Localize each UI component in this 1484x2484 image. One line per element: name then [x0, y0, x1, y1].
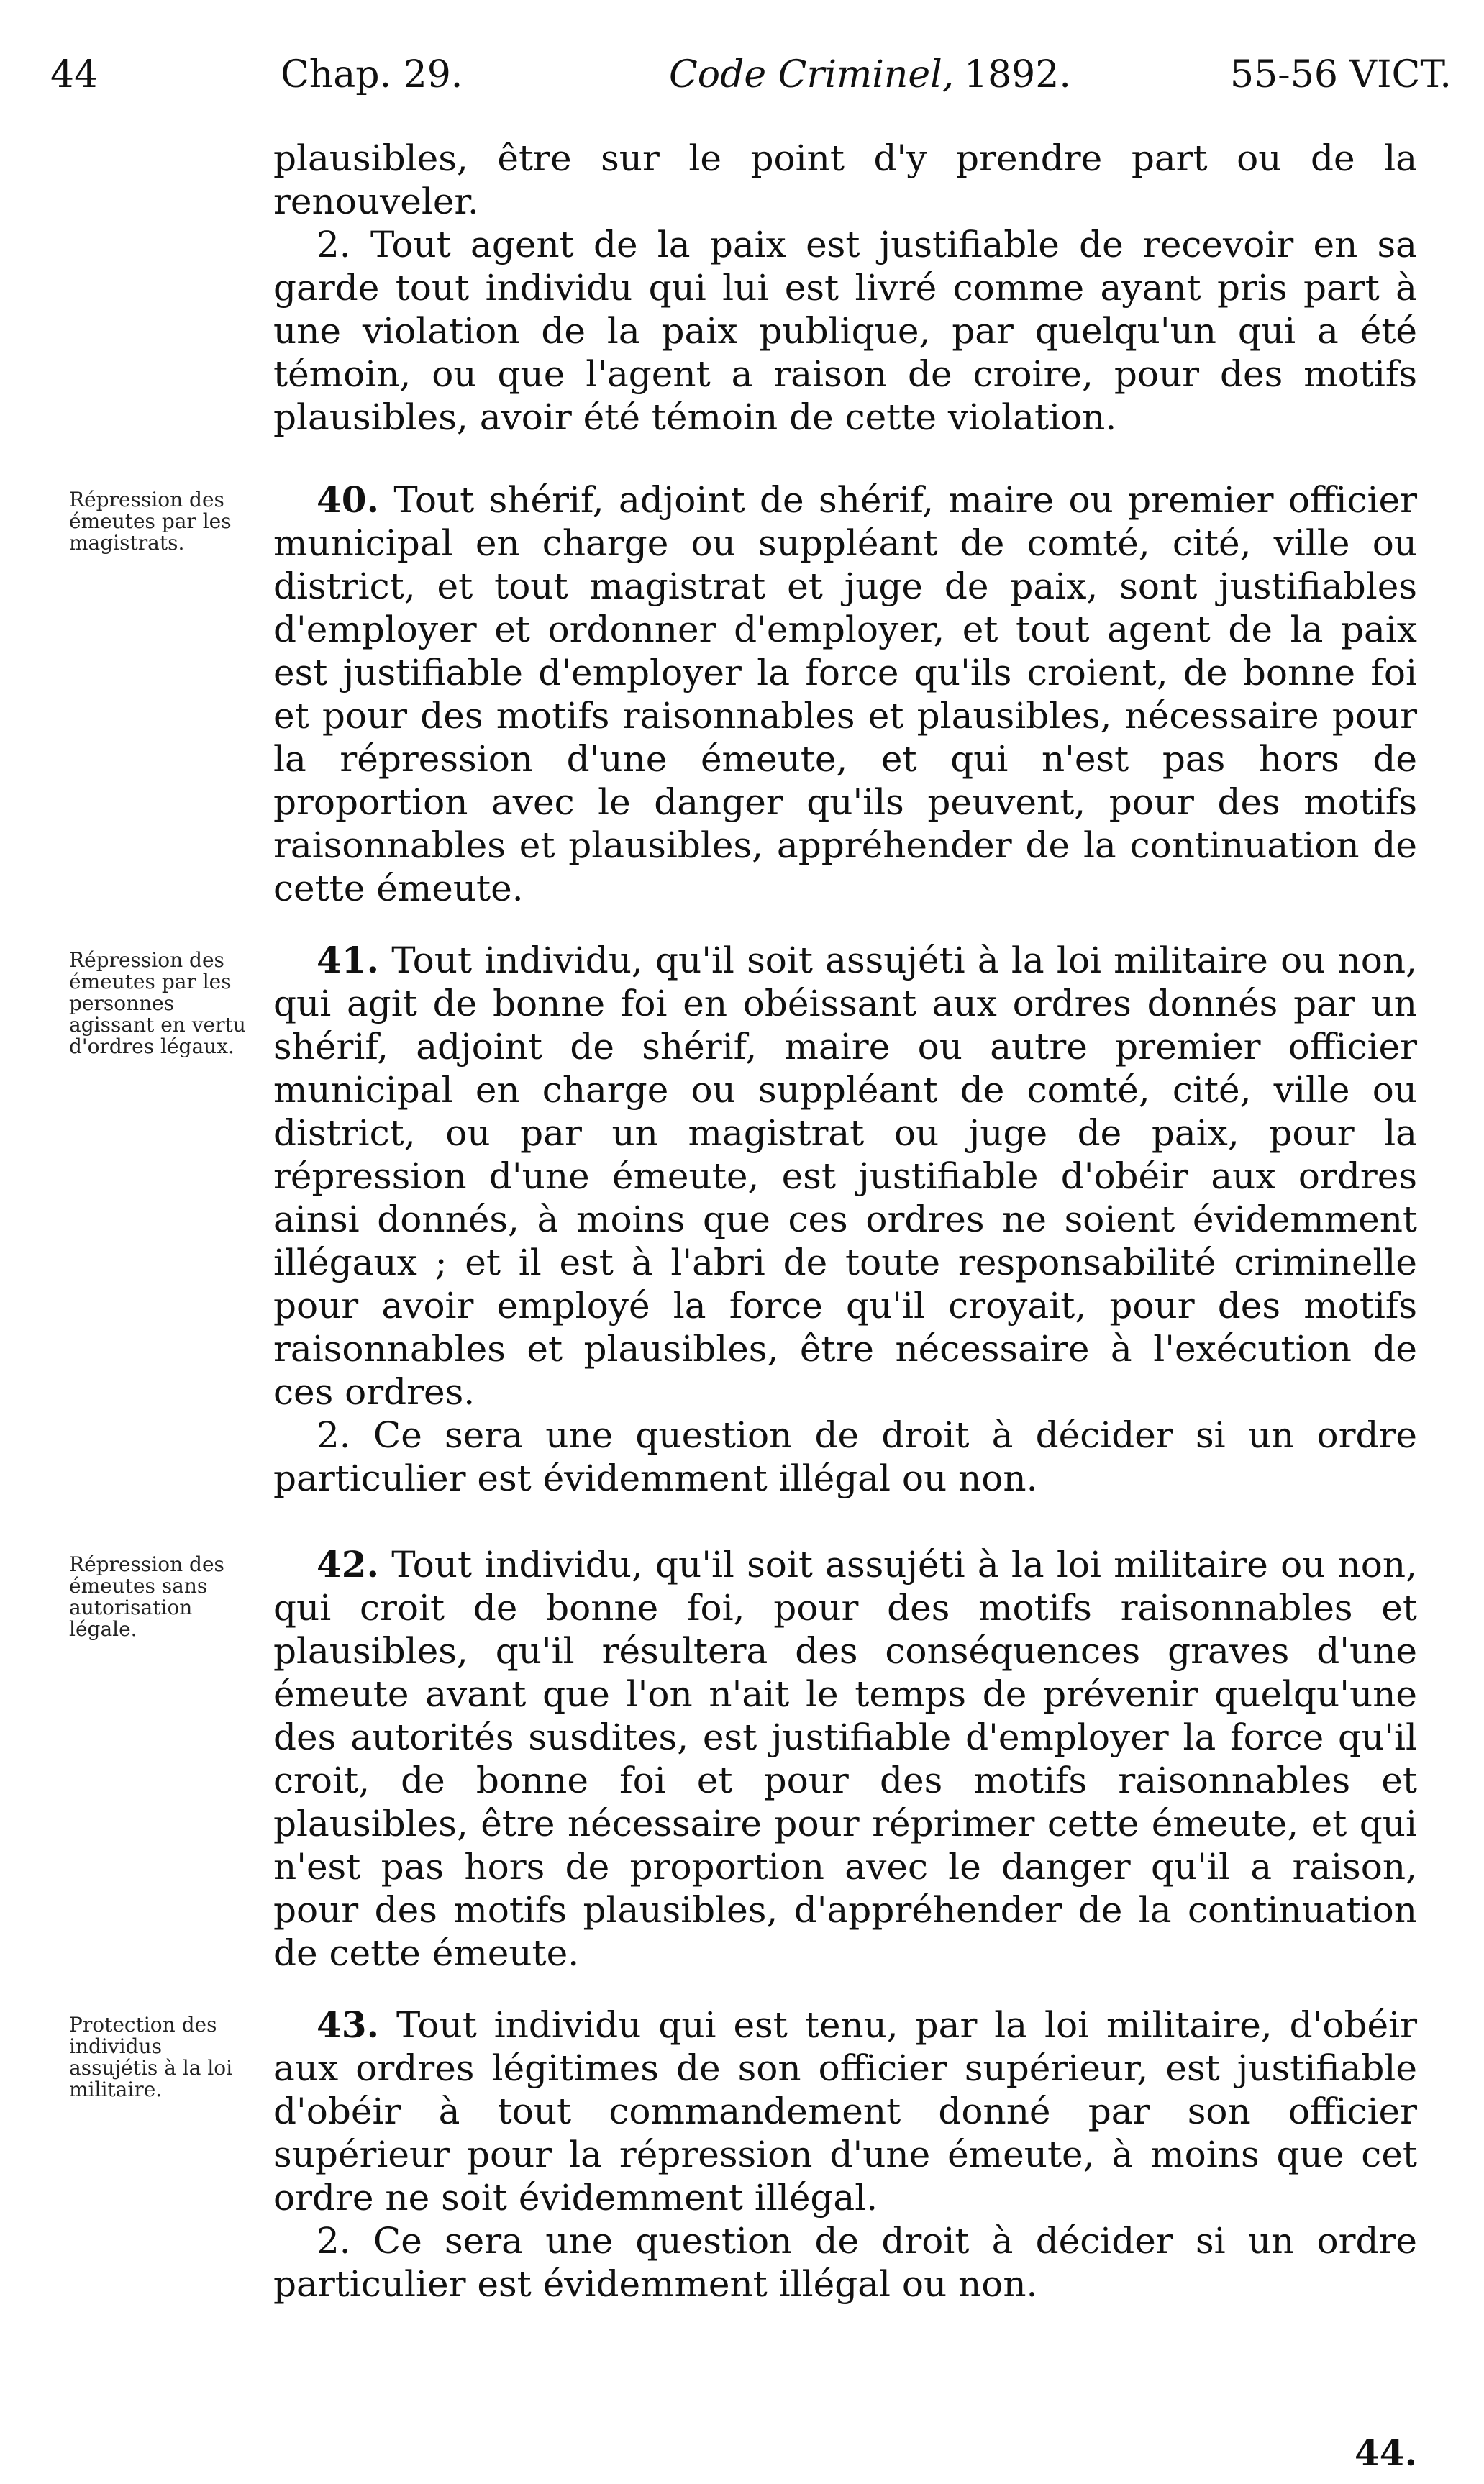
catchword: 44. — [1355, 2431, 1417, 2474]
section-43 — [273, 2003, 1417, 2306]
chapter-label: Chap. 29. — [281, 53, 463, 96]
section-number: 40. — [317, 478, 379, 521]
section-42 — [273, 1543, 1417, 1975]
subsection-paragraph: 2. Tout agent de la paix est justifiable de recevoir en sa garde tout individu qui lui est livré comme ayant pris part à une violation de la paix publique, par quelqu'un qui a été témoin, ou que l'agent a raison de croire, pour des motifs plausibles, avoir été témoin de cette violation. — [273, 224, 1417, 438]
section-text: Tout individu, qu'il soit assujéti à la loi militaire ou non, qui croit de bonne foi, pour des motifs raisonnables et plausibles, qu'il résultera des conséquences graves d'une émeute avant que l'on n'ait le temps de prévenir quelqu'une des autorités susdites, est justifiable d'employer la force qu'il croit, de bonne foi et pour des motifs raisonnables et plausibles, être nécessaire pour réprimer cette émeute, et qui n'est pas hors de proportion avec le danger qu'il a raison, pour des motifs plausibles, d'appréhender de la continuation de cette émeute. — [273, 1544, 1417, 1974]
margin-note-41: Répression des émeutes par les personnes agissant en vertu d'ordres légaux. — [69, 948, 246, 1058]
section-40 — [273, 478, 1417, 910]
regnal-year: 55-56 VICT. — [1230, 53, 1452, 96]
margin-note-43: Protection des individus assujétis à la loi militaire. — [69, 2013, 233, 2101]
section-number: 43. — [317, 2003, 379, 2046]
margin-note-40: Répression des émeutes par les magistrats. — [69, 488, 232, 555]
section-text: Tout individu qui est tenu, par la loi militaire, d'obéir aux ordres légitimes de son officier supérieur, est justifiable d'obéir à tout commandement donné par son officier supérieur pour la répression d'une émeute, à moins que cet ordre ne soit évidemment illégal. — [273, 2004, 1417, 2219]
section-number: 41. — [317, 939, 379, 981]
subsection-paragraph: 2. Ce sera une question de droit à décider si un ordre particulier est évidemment illégal ou non. — [273, 2220, 1417, 2305]
subsection-paragraph: 2. Ce sera une question de droit à décider si un ordre particulier est évidemment illégal ou non. — [273, 1414, 1417, 1499]
section-number: 42. — [317, 1543, 379, 1586]
code-year: 1892. — [964, 53, 1071, 96]
continuation-paragraph: plausibles, être sur le point d'y prendre part ou de la renouveler. — [273, 137, 1417, 222]
margin-note-42: Répression des émeutes sans autorisation légale. — [69, 1552, 224, 1641]
continuation-block — [273, 137, 1417, 439]
section-text: Tout shérif, adjoint de shérif, maire ou premier officier municipal en charge ou suppléant de comté, cité, ville ou district, et tout magistrat et juge de paix, sont justifiables d'employer et ordonner d'employer, et tout agent de la paix est justifiable d'employer la force qu'ils croient, de bonne foi et pour des motifs raisonnables et plausibles, nécessaire pour la répression d'une émeute, et qui n'est pas hors de proportion avec le danger qu'ils peuvent, pour des motifs raisonnables et plausibles, appréhender de la continuation de cette émeute. — [273, 479, 1417, 909]
section-text: Tout individu, qu'il soit assujéti à la loi militaire ou non, qui agit de bonne foi en obéissant aux ordres donnés par un shérif, adjoint de shérif, maire ou autre premier officier municipal en charge ou suppléant de comté, cité, ville ou district, ou par un magistrat ou juge de paix, pour la répression d'une émeute, est justifiable d'obéir aux ordres ainsi donnés, à moins que ces ordres ne soient évidemment illégaux ; et il est à l'abri de toute responsabilité criminelle pour avoir employé la force qu'il croyait, pour des motifs raisonnables et plausibles, être nécessaire à l'exécution de ces ordres. — [273, 940, 1417, 1413]
section-41 — [273, 939, 1417, 1500]
page-number: 44 — [50, 53, 99, 96]
running-header — [50, 53, 1452, 104]
code-title: Code Criminel, — [669, 53, 955, 96]
